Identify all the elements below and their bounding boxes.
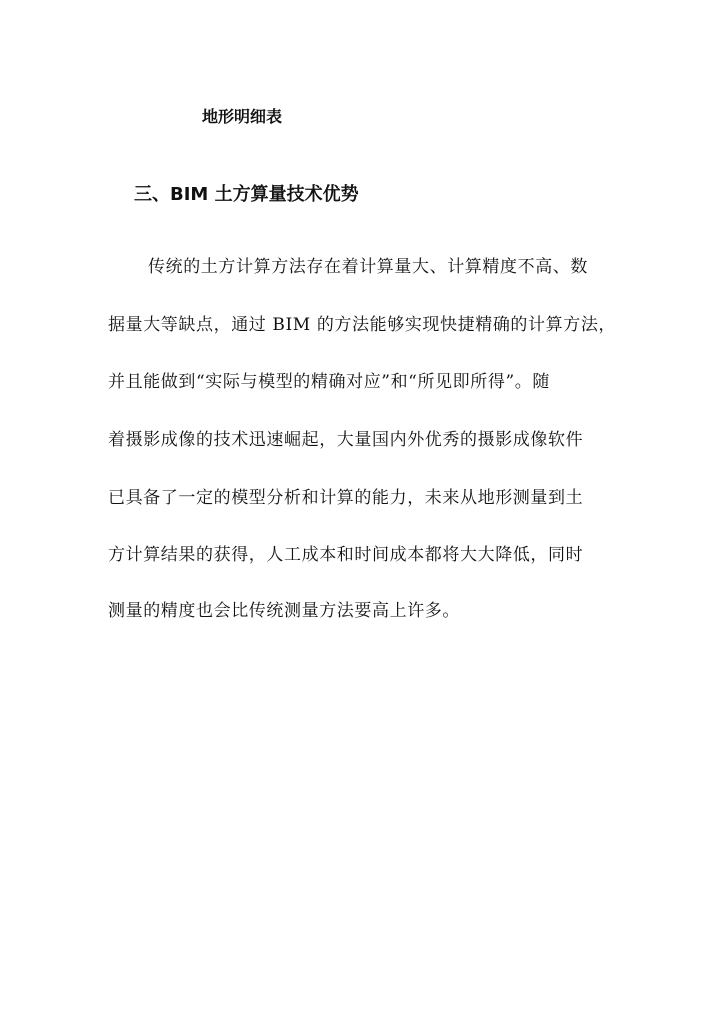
paragraph-line: 已具备了一定的模型分析和计算的能力，未来从地形测量到土	[108, 488, 584, 508]
paragraph-line: 测量的精度也会比传统测量方法要高上许多。	[108, 601, 460, 621]
paragraph-line: 方计算结果的获得，人工成本和时间成本都将大大降低，同时	[108, 545, 584, 565]
paragraph-line: 传统的土方计算方法存在着计算量大、计算精度不高、数	[148, 257, 588, 277]
paragraph-line: 并且能做到“实际与模型的精确对应”和“所见即所得”。随	[108, 372, 550, 392]
paragraph-line: 据量大等缺点，通过 BIM 的方法能够实现快捷精确的计算方法，	[108, 315, 617, 335]
section-heading: 三、BIM 土方算量技术优势	[134, 184, 359, 205]
table-caption: 地形明细表	[202, 107, 283, 126]
paragraph-line: 着摄影成像的技术迅速崛起，大量国内外优秀的摄影成像软件	[108, 430, 584, 450]
